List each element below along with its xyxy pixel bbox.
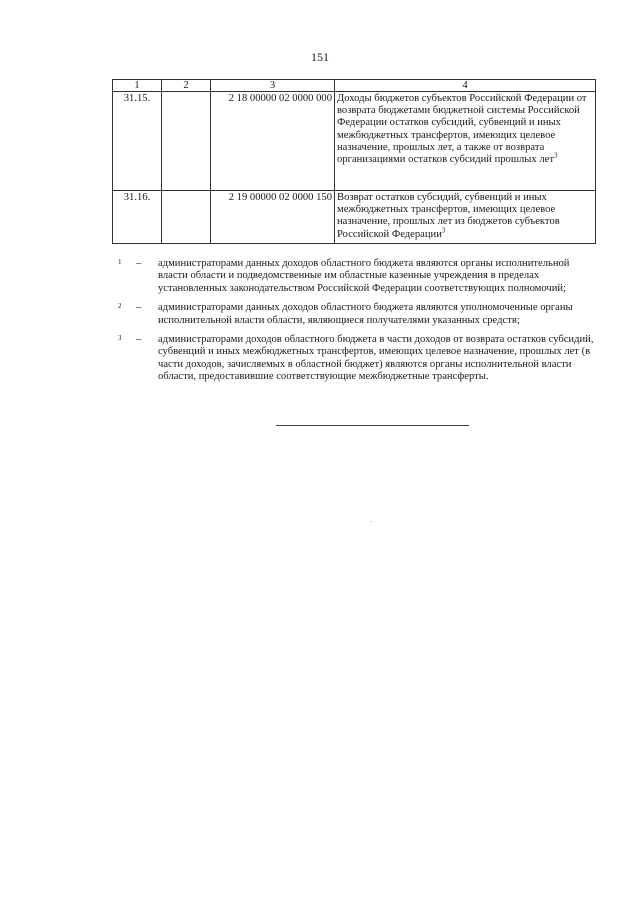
- footnotes-section: [118, 258, 598, 391]
- footnote-marker: 2: [118, 302, 122, 311]
- description-text: Доходы бюджетов субъектов Российской Федерации от возврата бюджетами бюджетной системы Российской Федерации остатков субсидий, субвенций и иных межбюджетных трансфертов, имеющих целевое назначение, прошлых лет, а также от возврата организациями остатков субсидий прошлых лет: [337, 93, 587, 166]
- revenue-description: [335, 191, 596, 244]
- footnote-dash: –: [136, 302, 142, 314]
- budget-classification-code: 2 19 00000 02 0000 150: [211, 191, 335, 244]
- footnote-dash: –: [136, 258, 142, 269]
- footnote-3: [118, 334, 598, 384]
- budget-classification-code: 2 18 00000 02 0000 000: [211, 92, 335, 191]
- page-number: 151: [311, 50, 329, 64]
- footnote-reference: 3: [553, 151, 558, 160]
- table-row: [113, 191, 596, 244]
- column-header-3: 3: [211, 80, 335, 92]
- table-header-row: [113, 80, 596, 92]
- column-header-1: 1: [113, 80, 162, 92]
- budget-revenue-table: [112, 79, 596, 244]
- revenue-description: [335, 92, 596, 191]
- table-row: [113, 92, 596, 191]
- footnote-dash: –: [136, 334, 142, 346]
- column-header-4: 4: [335, 80, 596, 92]
- scan-artifact-dot: [371, 521, 372, 522]
- description-text: Возврат остатков субсидий, субвенций и иных межбюджетных трансфертов, имеющих целевое назначение, прошлых лет из бюджетов субъектов Российской Федерации: [337, 192, 560, 240]
- footnote-reference: 3: [441, 226, 446, 235]
- end-separator-line: [276, 425, 469, 426]
- row-column-2: [162, 92, 211, 191]
- row-number: 31.16.: [113, 191, 162, 244]
- footnote-marker: 1: [118, 258, 122, 266]
- footnote-marker: 3: [118, 334, 122, 343]
- footnote-2: [118, 302, 598, 327]
- footnote-text: администраторами данных доходов областного бюджета являются уполномоченные органы исполнительной власти области, являющиеся получателями указанных средств;: [158, 302, 573, 326]
- footnote-text: администраторами доходов областного бюджета в части доходов от возврата остатков субсидий, субвенций и иных межбюджетных трансфертов, имеющих целевое назначение, прошлых лет (в части доходов, зачисляемых в областной бюджет) являются органы исполнительной власти области, предоставившие соответствующие межбюджетные трансферты.: [158, 334, 594, 383]
- footnote-text: администраторами данных доходов областного бюджета являются органы исполнительной власти области и подведомственные им областные казенные учреждения в пределах установленных законодательством Российской Федерации соответствующих полномочий;: [158, 258, 570, 294]
- column-header-2: 2: [162, 80, 211, 92]
- row-column-2: [162, 191, 211, 244]
- row-number: 31.15.: [113, 92, 162, 191]
- footnote-1: [118, 258, 598, 295]
